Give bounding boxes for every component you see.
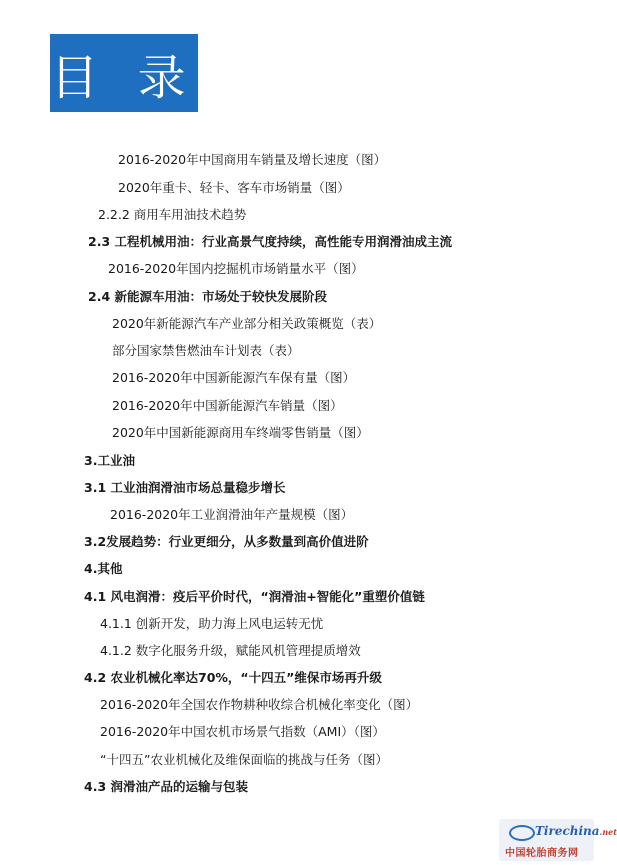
- toc-entry[interactable]: 2016-2020年中国商用车销量及增长速度（图）: [118, 152, 387, 167]
- toc-entry[interactable]: 2016-2020年全国农作物耕种收综合机械化率变化（图）: [100, 697, 419, 712]
- watermark: [499, 819, 617, 861]
- toc-section-heading[interactable]: 2.4 新能源车用油：市场处于较快发展阶段: [88, 289, 327, 304]
- toc-entry[interactable]: 2016-2020年中国新能源汽车销量（图）: [112, 398, 343, 413]
- toc-title: 目 录: [50, 34, 198, 112]
- toc-section-heading[interactable]: 2.3 工程机械用油：行业高景气度持续，高性能专用润滑油成主流: [88, 234, 452, 249]
- toc-entry[interactable]: 4.1.1 创新开发，助力海上风电运转无忧: [100, 616, 324, 631]
- toc-entry[interactable]: 2020年重卡、轻卡、客车市场销量（图）: [118, 180, 350, 195]
- toc-section-heading[interactable]: 3.2发展趋势：行业更细分，从多数量到高价值进阶: [84, 534, 369, 549]
- toc-entry[interactable]: 2016-2020年中国新能源汽车保有量（图）: [112, 370, 356, 385]
- toc-section-heading[interactable]: 4.其他: [84, 561, 123, 576]
- tire-logo-icon: [509, 825, 535, 841]
- toc-entry[interactable]: 2016-2020年工业润滑油年产量规模（图）: [110, 507, 354, 522]
- toc-section-heading[interactable]: 3.工业油: [84, 453, 135, 468]
- toc-entry[interactable]: 2020年新能源汽车产业部分相关政策概览（表）: [112, 316, 382, 331]
- toc-entry[interactable]: “十四五”农业机械化及维保面临的挑战与任务（图）: [100, 752, 388, 767]
- toc-entry[interactable]: 2016-2020年中国农机市场景气指数（AMI）（图）: [100, 724, 385, 739]
- toc-section-heading[interactable]: 4.2 农业机械化率达70%，“十四五”维保市场再升级: [84, 670, 382, 685]
- toc-entry[interactable]: 2016-2020年国内挖掘机市场销量水平（图）: [108, 261, 364, 276]
- toc-entry[interactable]: 部分国家禁售燃油车计划表（表）: [112, 343, 300, 358]
- toc-entry[interactable]: 2.2.2 商用车用油技术趋势: [98, 207, 247, 222]
- toc-entry[interactable]: 4.1.2 数字化服务升级，赋能风机管理提质增效: [100, 643, 361, 658]
- watermark-subtitle: 中国轮胎商务网: [505, 848, 579, 859]
- toc-section-heading[interactable]: 4.1 风电润滑：疫后平价时代，“润滑油+智能化”重塑价值链: [84, 589, 425, 604]
- toc-section-heading[interactable]: 4.3 润滑油产品的运输与包装: [84, 779, 248, 794]
- toc-entry[interactable]: 2020年中国新能源商用车终端零售销量（图）: [112, 425, 369, 440]
- watermark-brand: Tirechina.net: [535, 824, 617, 838]
- toc-section-heading[interactable]: 3.1 工业油润滑油市场总量稳步增长: [84, 480, 286, 495]
